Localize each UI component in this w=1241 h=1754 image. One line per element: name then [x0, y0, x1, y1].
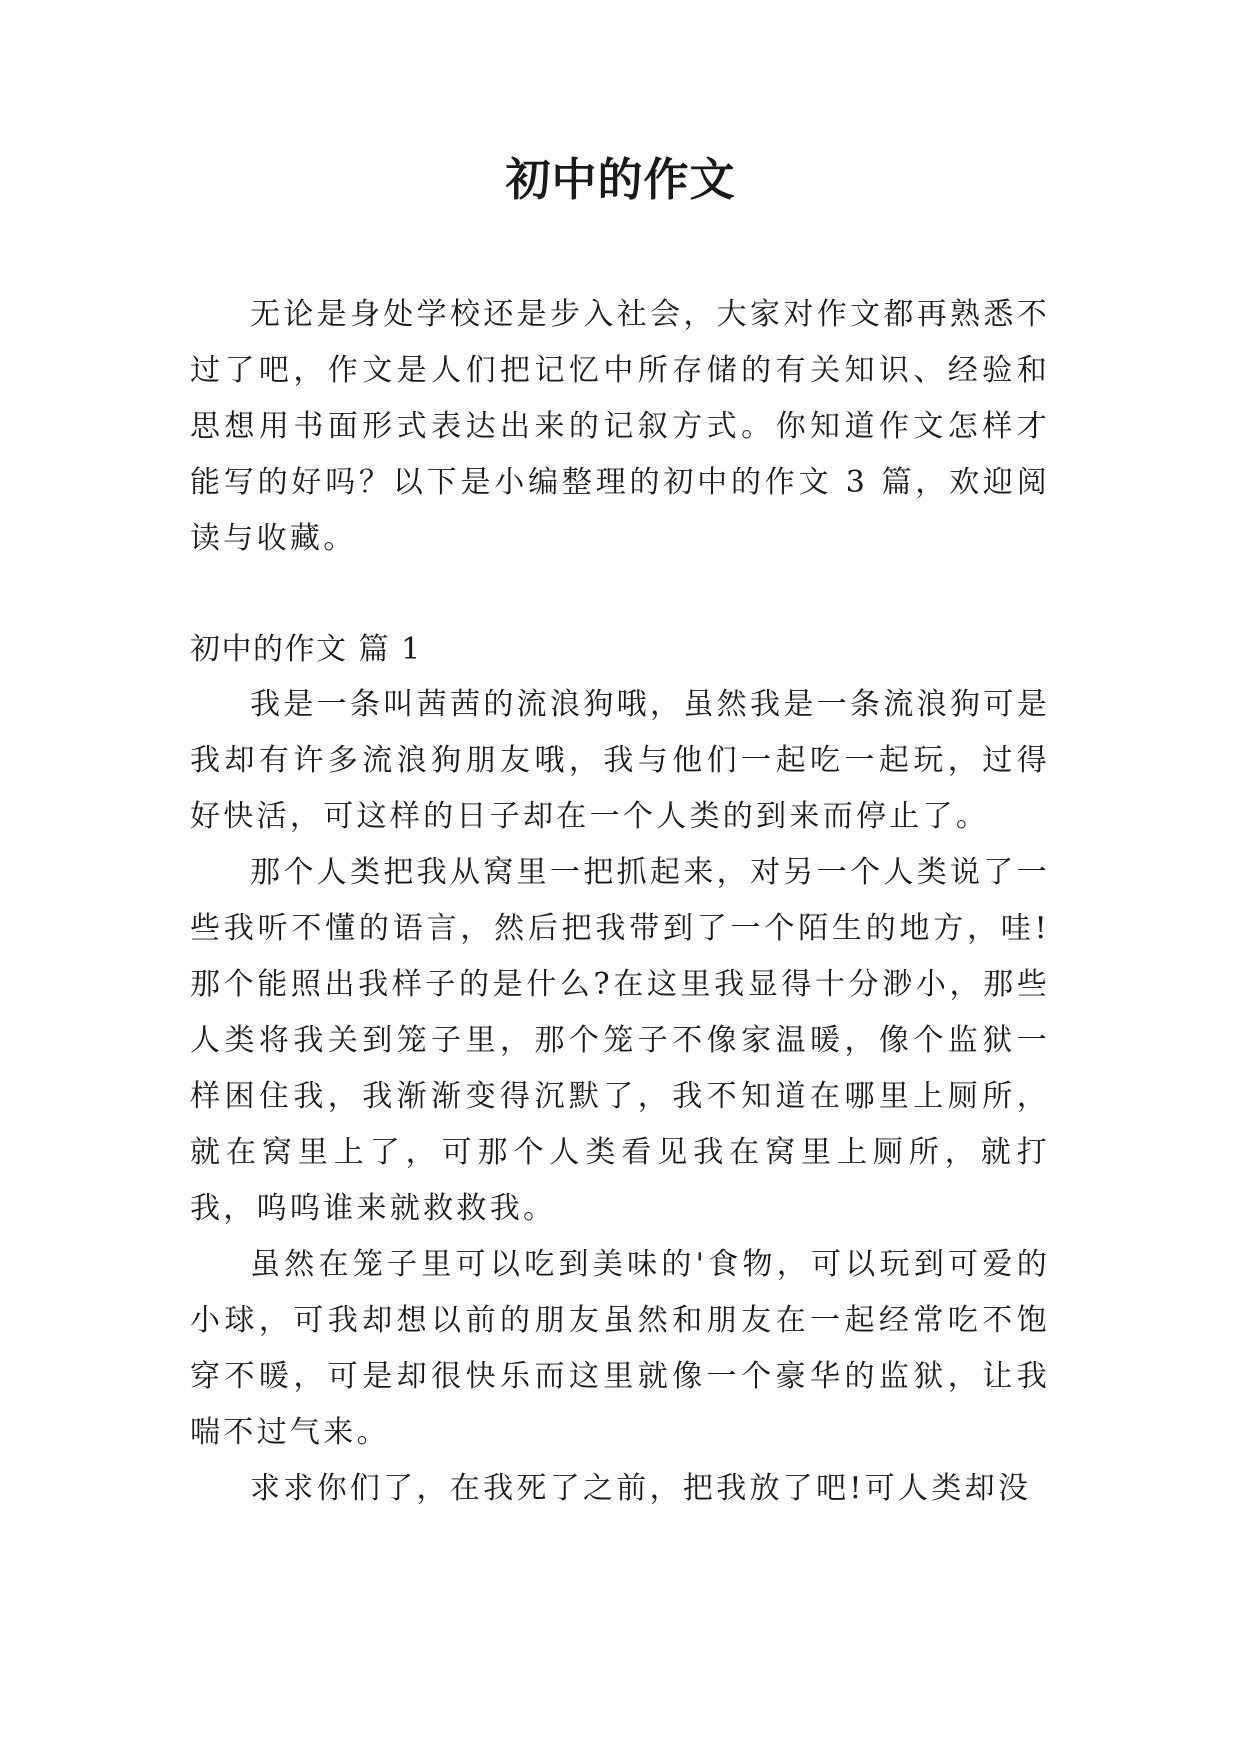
document-title: 初中的作文: [505, 153, 736, 206]
intro-paragraph: 无论是身处学校还是步入社会，大家对作文都再熟悉不过了吧，作文是人们把记忆中所存储的有关知识、经验和思想用书面形式表达出来的记叙方式。你知道作文怎样才能写的好吗？以下是小编整理的初中的作文 3 篇，欢迎阅读与收藏。: [190, 297, 1050, 556]
body-paragraph: 我是一条叫茜茜的流浪狗哦，虽然我是一条流浪狗可是我却有许多流浪狗朋友哦，我与他们一起吃一起玩，过得好快活，可这样的日子却在一个人类的到来而停止了。: [190, 687, 1050, 834]
section-heading: 初中的作文 篇 1: [190, 632, 422, 667]
document-body: [190, 287, 1050, 1517]
body-paragraph: 那个人类把我从窝里一把抓起来，对另一个人类说了一些我听不懂的语言，然后把我带到了一个陌生的地方，哇!那个能照出我样子的是什么?在这里我显得十分渺小，那些人类将我关到笼子里，那个笼子不像家温暖，像个监狱一样困住我，我渐渐变得沉默了，我不知道在哪里上厕所，就在窝里上了，可那个人类看见我在窝里上厕所，就打我，呜呜谁来就救救我。: [190, 855, 1050, 1226]
body-paragraph: 虽然在笼子里可以吃到美味的'食物，可以玩到可爱的小球，可我却想以前的朋友虽然和朋友在一起经常吃不饱穿不暖，可是却很快乐而这里就像一个豪华的监狱，让我喘不过气来。: [190, 1247, 1050, 1450]
body-paragraph: 求求你们了，在我死了之前，把我放了吧!可人类却没: [250, 1471, 1032, 1506]
